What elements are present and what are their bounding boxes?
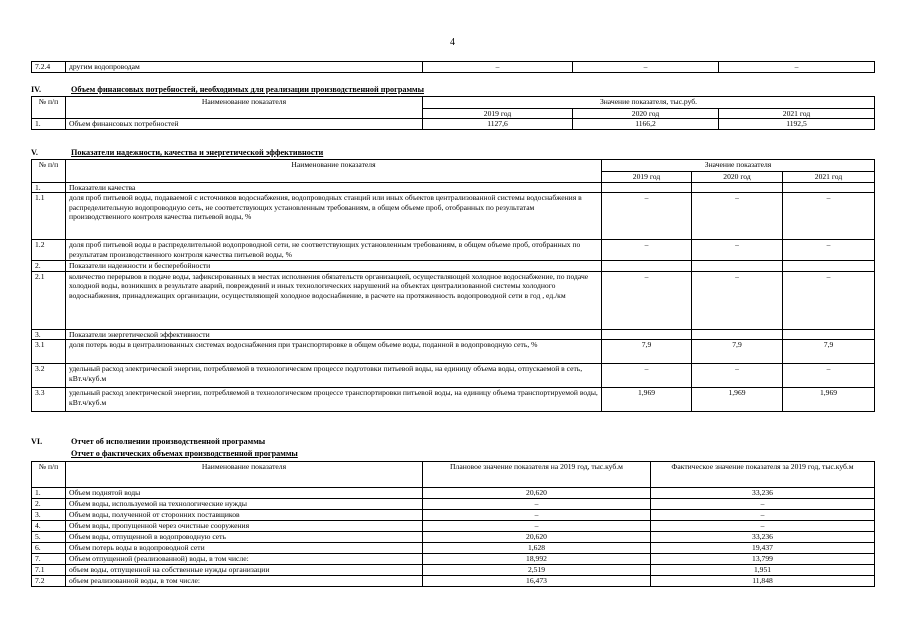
- table-row: [32, 329, 875, 339]
- table-row: [32, 240, 875, 261]
- header-num: № п/п: [32, 462, 66, 488]
- value-2020: –: [692, 193, 783, 240]
- section-4-title: Объем финансовых потребностей, необходимых для реализации производственной программы: [71, 85, 425, 94]
- value-2020: –: [692, 364, 783, 388]
- value-2021: 7,9: [783, 340, 875, 364]
- row-number: 2.: [32, 261, 66, 271]
- fact-value: –: [651, 521, 875, 532]
- table-row: [32, 193, 875, 240]
- row-number: 3.1: [32, 340, 66, 364]
- table-row: [32, 576, 875, 587]
- row-number: 3.2: [32, 364, 66, 388]
- row-number: 2.1: [32, 271, 66, 329]
- row-name: Объем потерь воды в водопроводной сети: [66, 543, 423, 554]
- value-2021: 1,969: [783, 388, 875, 412]
- row-name: Объем воды, полученной от сторонних поставщиков: [66, 510, 423, 521]
- value-2021: [783, 261, 875, 271]
- value-2020: [692, 329, 783, 339]
- table-row: [32, 543, 875, 554]
- table-row: [32, 340, 875, 364]
- table-row: [32, 532, 875, 543]
- row-name: количество перерывов в подаче воды, зафиксированных в местах исполнения обязательств организацией, осуществляющей холодное водоснабжение, по подаче холодной воды, возникших в результате аварий, повреждений и иных технологических нарушений на объектах централизованной системы холодного водоснабжения, принадлежащих организации, осуществляющей холодное водоснабжение, в расчете на протяженность водопроводной сети в год , ед./км: [66, 271, 602, 329]
- value-2021: –: [783, 193, 875, 240]
- plan-value: 2,519: [423, 565, 651, 576]
- finance-table: [31, 96, 875, 130]
- row-number: 7.: [32, 554, 66, 565]
- row-number: 7.2: [32, 576, 66, 587]
- value-2021: 1192,5: [719, 119, 875, 130]
- value-2019: [602, 261, 692, 271]
- report-table: [31, 461, 875, 587]
- value-2019: 1127,6: [423, 119, 573, 130]
- header-value: Значение показателя, тыс.руб.: [423, 97, 875, 109]
- value-2021: [783, 183, 875, 193]
- fact-value: 33,236: [651, 532, 875, 543]
- indicators-table: [31, 159, 875, 412]
- year-2019: 2019 год: [602, 172, 692, 183]
- row-name: Показатели энергетической эффективности: [66, 329, 602, 339]
- table-row: [32, 388, 875, 412]
- header-name: Наименование показателя: [66, 160, 602, 183]
- value-2020: –: [692, 240, 783, 261]
- fact-value: –: [651, 499, 875, 510]
- value-2019: 1,969: [602, 388, 692, 412]
- section-5-number: V.: [31, 148, 38, 157]
- row-number: 7.2.4: [32, 62, 66, 73]
- value-2020: 1,969: [692, 388, 783, 412]
- value-2021: –: [783, 271, 875, 329]
- table-row: [32, 565, 875, 576]
- row-name: объем воды, отпущенной на собственные нужды организации: [66, 565, 423, 576]
- fact-value: 1,951: [651, 565, 875, 576]
- year-2020: 2020 год: [692, 172, 783, 183]
- row-number: 1.2: [32, 240, 66, 261]
- year-2019: 2019 год: [423, 109, 573, 119]
- row-number: 1.: [32, 119, 66, 130]
- row-number: 3.: [32, 510, 66, 521]
- row-name: Объем финансовых потребностей: [66, 119, 423, 130]
- header-num: № п/п: [32, 97, 66, 119]
- value-2021: –: [783, 240, 875, 261]
- section-4-number: IV.: [31, 85, 42, 94]
- fact-value: 33,236: [651, 488, 875, 499]
- row-number: 6.: [32, 543, 66, 554]
- value-2021: [783, 329, 875, 339]
- value-2021: –: [719, 62, 875, 73]
- row-number: 1.: [32, 488, 66, 499]
- page-number: 4: [450, 37, 455, 48]
- plan-value: –: [423, 499, 651, 510]
- value-2019: –: [602, 240, 692, 261]
- value-2019: –: [602, 271, 692, 329]
- fact-value: 19,437: [651, 543, 875, 554]
- plan-value: 16,473: [423, 576, 651, 587]
- table-row: [32, 271, 875, 329]
- fact-value: 13,799: [651, 554, 875, 565]
- value-2020: 1166,2: [573, 119, 719, 130]
- table-row: [32, 521, 875, 532]
- row-number: 3.: [32, 329, 66, 339]
- plan-value: –: [423, 521, 651, 532]
- table-row: [32, 554, 875, 565]
- header-num: № п/п: [32, 160, 66, 183]
- table-row: [32, 62, 875, 73]
- row-name: удельный расход электрической энергии, потребляемой в технологическом процессе подготовки питьевой воды, на единицу объема воды, отпускаемой в сеть, кВт.ч/куб.м: [66, 364, 602, 388]
- row-name: удельный расход электрической энергии, потребляемой в технологическом процессе транспортировки питьевой воды, на единицу объема транспортируемой воды, кВт.ч/куб.м: [66, 388, 602, 412]
- row-name: Показатели качества: [66, 183, 602, 193]
- row-number: 7.1: [32, 565, 66, 576]
- plan-value: –: [423, 510, 651, 521]
- header-plan: Плановое значение показателя на 2019 год, тыс.куб.м: [423, 462, 651, 488]
- row-name: объем реализованной воды, в том числе:: [66, 576, 423, 587]
- table-row: [32, 261, 875, 271]
- value-2020: [692, 183, 783, 193]
- header-row: [32, 462, 875, 488]
- section-6-subtitle: Отчет о фактических объемах производственной программы: [71, 449, 298, 458]
- row-name: доля потерь воды в централизованных системах водоснабжения при транспортировке в общем объеме воды, поданной в водопроводную сеть, %: [66, 340, 602, 364]
- row-number: 2.: [32, 499, 66, 510]
- row-number: 3.3: [32, 388, 66, 412]
- table-row: [32, 488, 875, 499]
- header-fact: Фактическое значение показателя за 2019 год, тыс.куб.м: [651, 462, 875, 488]
- row-name: Объем поднятой воды: [66, 488, 423, 499]
- header-name: Наименование показателя: [66, 462, 423, 488]
- table-row: [32, 364, 875, 388]
- row-number: 1.1: [32, 193, 66, 240]
- value-2020: [692, 261, 783, 271]
- row-name: Объем отпущенной (реализованной) воды, в том числе:: [66, 554, 423, 565]
- header-row: [32, 160, 875, 172]
- value-2019: –: [423, 62, 573, 73]
- value-2019: [602, 183, 692, 193]
- row-number: 4.: [32, 521, 66, 532]
- row-name: Объем воды, пропущенной через очистные сооружения: [66, 521, 423, 532]
- section-6-number: VI.: [31, 437, 43, 446]
- row-name: другим водопроводам: [66, 62, 423, 73]
- plan-value: 20,620: [423, 488, 651, 499]
- header-value: Значение показателя: [602, 160, 875, 172]
- plan-value: 18,992: [423, 554, 651, 565]
- row-number: 1.: [32, 183, 66, 193]
- row-name: доля проб питьевой воды в распределительной водопроводной сети, не соответствующих установленным требованиям, в общем объеме проб, отобранных по результатам производственного контроля качества питьевой воды, %: [66, 240, 602, 261]
- fact-value: –: [651, 510, 875, 521]
- table-row: [32, 119, 875, 130]
- table-row: [32, 499, 875, 510]
- year-2021: 2021 год: [783, 172, 875, 183]
- section-5-title: Показатели надежности, качества и энергетической эффективности: [71, 148, 324, 157]
- section-6-title: Отчет об исполнении производственной программы: [71, 437, 266, 446]
- row-name: Объем воды, отпущенной в водопроводную сеть: [66, 532, 423, 543]
- row-number: 5.: [32, 532, 66, 543]
- row-name: доля проб питьевой воды, подаваемой с источников водоснабжения, водопроводных станций или иных объектов централизованной системы водоснабжения в распределительную водопроводную сеть, не соответствующих установленным требованиям, в общем объеме проб, отобранных по результатам производственного контроля качества питьевой воды, %: [66, 193, 602, 240]
- header-name: Наименование показателя: [66, 97, 423, 119]
- value-2020: –: [573, 62, 719, 73]
- table-row: [32, 510, 875, 521]
- table-row: [32, 183, 875, 193]
- year-2021: 2021 год: [719, 109, 875, 119]
- value-2020: 7,9: [692, 340, 783, 364]
- plan-value: 20,620: [423, 532, 651, 543]
- value-2021: –: [783, 364, 875, 388]
- value-2019: [602, 329, 692, 339]
- continued-table: [31, 61, 875, 73]
- row-name: Показатели надежности и бесперебойности: [66, 261, 602, 271]
- value-2019: 7,9: [602, 340, 692, 364]
- header-row: [32, 97, 875, 109]
- year-2020: 2020 год: [573, 109, 719, 119]
- row-name: Объем воды, используемой на технологические нужды: [66, 499, 423, 510]
- value-2019: –: [602, 193, 692, 240]
- value-2020: –: [692, 271, 783, 329]
- fact-value: 11,848: [651, 576, 875, 587]
- plan-value: 1,628: [423, 543, 651, 554]
- value-2019: –: [602, 364, 692, 388]
